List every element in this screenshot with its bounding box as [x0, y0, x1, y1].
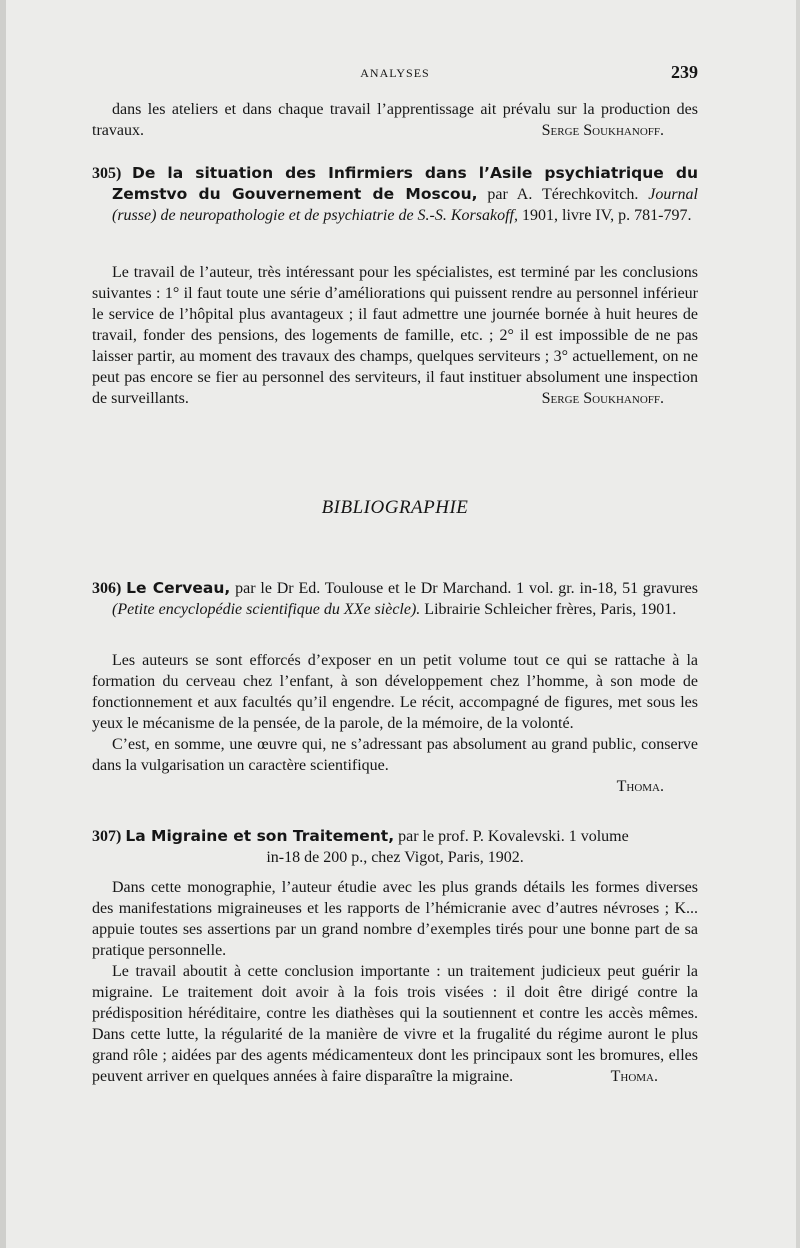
scan-edge-right: [796, 0, 800, 1248]
entry-306-paragraph-2: C’est, en somme, une œuvre qui, ne s’adressant pas absolument au grand public, conserve dans la vulgarisation un caractère scientifique.: [92, 736, 698, 774]
entry-307-title: La Migraine et son Traitement,: [125, 827, 395, 845]
page-number: 239: [671, 62, 698, 82]
entry-307-signature: Thoma.: [610, 1068, 658, 1085]
entry-306-heading: [92, 578, 698, 620]
entry-306-series: (Petite encyclopédie scientifique du XXe siècle).: [112, 601, 421, 618]
entry-305-title: De la situation des Infirmiers dans l’Asile psychiatrique du Zemstvo du Gouvernement de Moscou,: [112, 164, 699, 203]
entry-305-signature: Serge Soukhanoff.: [541, 390, 664, 407]
entry-305-number: 305): [92, 165, 122, 182]
entry-306-publisher: Librairie Schleicher frères, Paris, 1901.: [424, 601, 677, 618]
entry-307-publisher: in-18 de 200 p., chez Vigot, Paris, 1902.: [266, 849, 524, 866]
entry-305-heading: [92, 163, 698, 226]
bibliography-heading: BIBLIOGRAPHIE: [321, 497, 469, 518]
entry-305-body: [92, 262, 698, 409]
entry-306-title: Le Cerveau,: [126, 579, 231, 597]
entry-307-byline: par le prof. P. Kovalevski. 1 volume: [398, 828, 629, 845]
entry-305-details: 1901, livre IV, p. 781-797.: [522, 207, 692, 224]
entry-306-byline: par le Dr Ed. Toulouse et le Dr Marchand. 1 vol. gr. in-18, 51 gravures: [235, 580, 699, 597]
entry-307-paragraph-2: Le travail aboutit à cette conclusion importante : un traitement judicieux peut guérir la migraine. Le traitement doit avoir à la fois trois visées : il doit être dirigé contre la prédisposition héréditaire, contre les diathèses qui la soutiennent et contre les accès mêmes. Dans cette lutte, la régularité de la manière de vivre et la frugalité du régime auront le plus grand rôle ; aidées par des agents médicamenteux dont les principaux sont les bromures, elles peuvent arriver en quelques années à faire disparaître la migraine.: [92, 963, 698, 1085]
scan-edge-left: [0, 0, 6, 1248]
continuation-paragraph: [92, 99, 698, 141]
entry-307-heading: [92, 826, 698, 868]
entry-306-signature: Thoma.: [616, 778, 664, 795]
continuation-text: dans les ateliers et dans chaque travail l’apprentissage ait prévalu sur la production des travaux.: [92, 101, 698, 139]
entry-307-number: 307): [92, 828, 122, 845]
entry-307-body: [92, 877, 698, 1087]
entry-306-body: [92, 650, 698, 797]
entry-305-byline: par A. Térechkovitch.: [487, 186, 639, 203]
entry-305-journal: Journal (russe) de neuropathologie et de psychiatrie de S.-S. Korsakoff,: [112, 186, 698, 224]
running-head: ANALYSES: [360, 66, 430, 80]
entry-307-paragraph-1: Dans cette monographie, l’auteur étudie avec les plus grands détails les formes diverses des manifestations migraineuses et les rapports de l’hémicranie avec d’autres névroses ; K... appuie toutes ses assertions par un grand nombre d’exemples tirés pour une bonne part de sa pratique personnelle.: [92, 879, 698, 959]
entry-306-paragraph-1: Les auteurs se sont efforcés d’exposer en un petit volume tout ce qui se rattache à la formation du cerveau chez l’enfant, à son développement chez l’homme, à son mode de fonctionnement et aux facultés qu’il engendre. Le récit, accompagné de figures, met sous les yeux le mécanisme de la pensée, de la parole, de la mémoire, de la volonté.: [92, 652, 698, 732]
entry-305-body-text: Le travail de l’auteur, très intéressant pour les spécialistes, est terminé par les conclusions suivantes : 1° il faut toute une série d’améliorations qui puissent rendre au personnel inférieur le service de l’hôpital plus avantageux ; il faut admettre une journée bornée à huit heures de travail, fonder des pensions, des logements de famille, etc. ; 2° il est impossible de ne pas laisser partir, au moment des travaux des champs, quelques serviteurs ; 3° actuellement, on ne peut pas encore se fier au personnel des serviteurs, il faut instituer absolument une inspection de surveillants.: [92, 264, 698, 407]
continuation-signature: Serge Soukhanoff.: [541, 122, 664, 139]
page-header: [92, 62, 698, 84]
entry-306-number: 306): [92, 580, 122, 597]
